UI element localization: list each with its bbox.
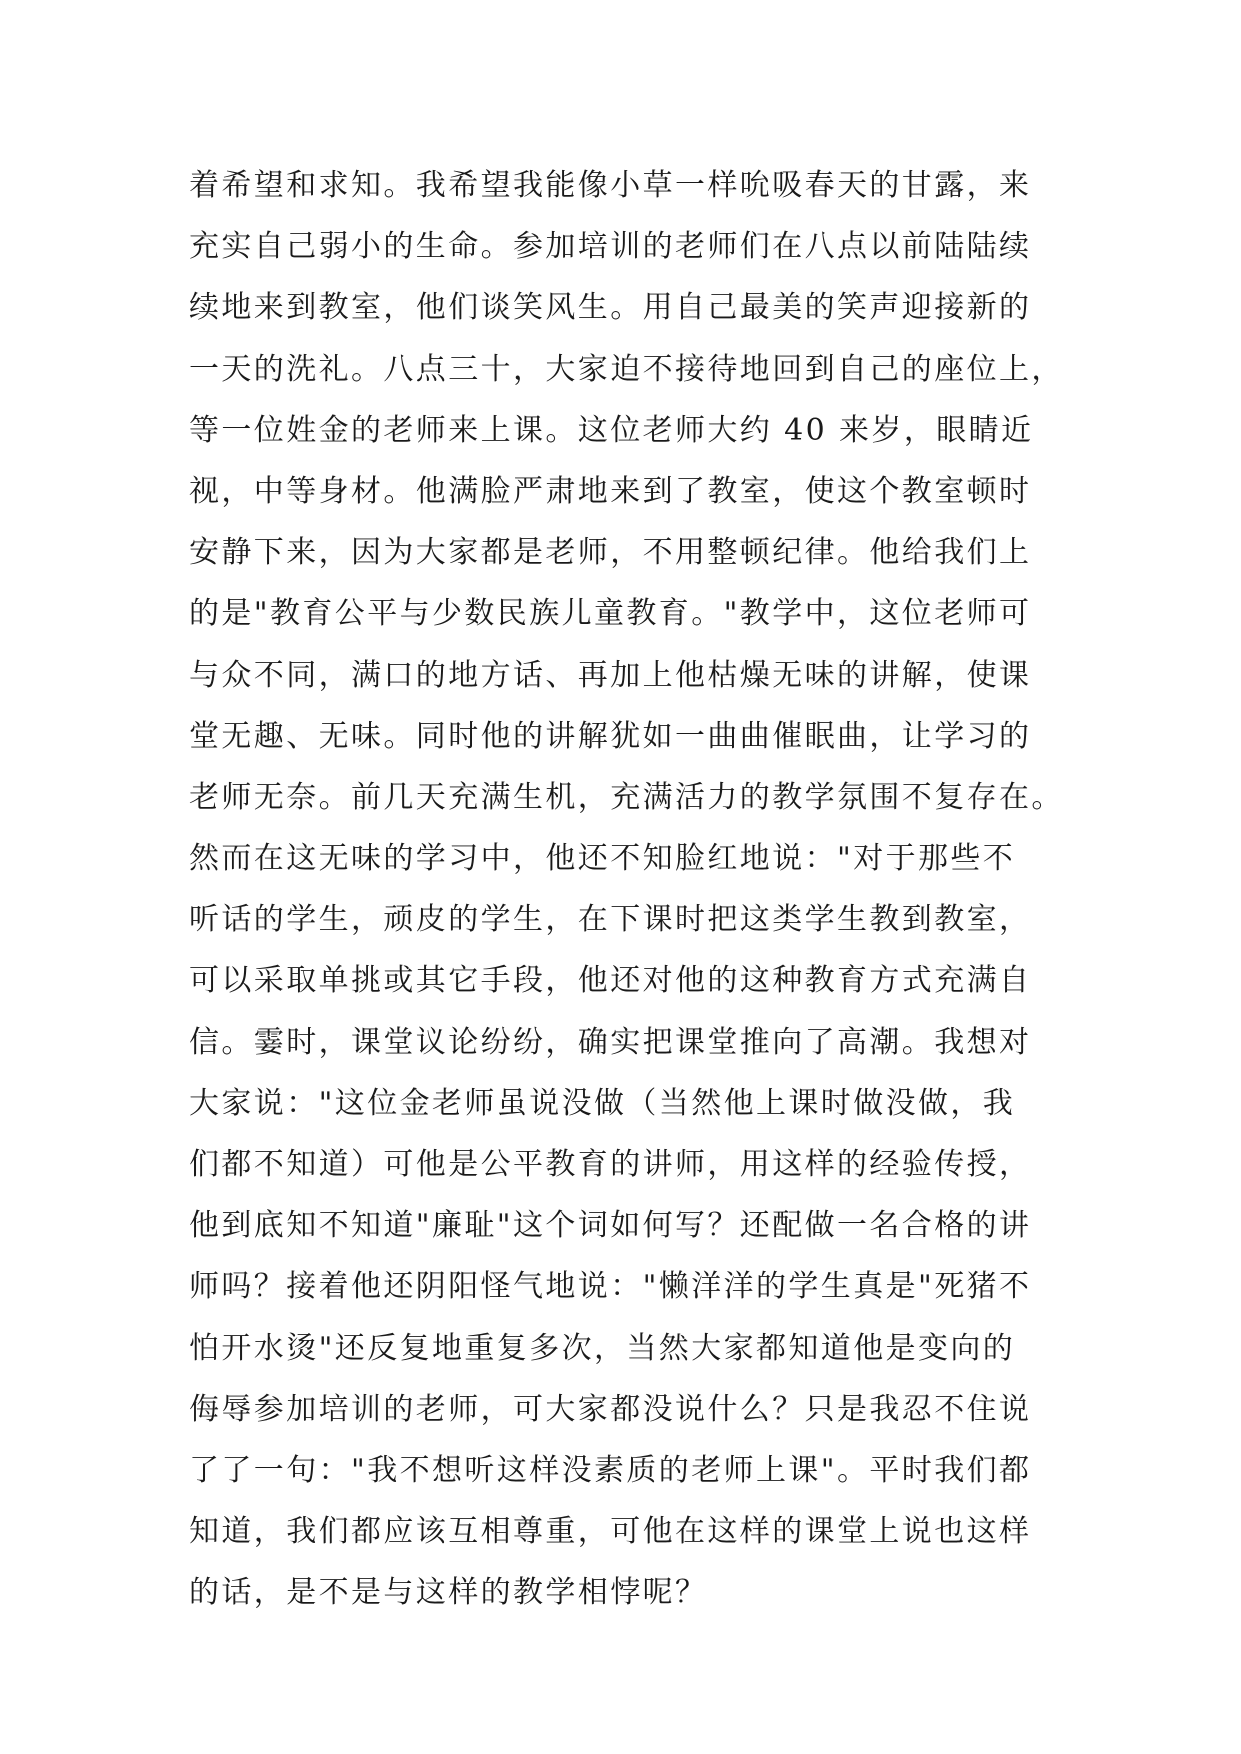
- text-line: 然而在这无味的学习中，他还不知脸红地说："对于那些不: [189, 841, 1016, 877]
- text-line: 视，中等身材。他满脸严肃地来到了教室，使这个教室顿时: [189, 473, 1032, 509]
- text-line: 们都不知道）可他是公平教育的讲师，用这样的经验传授，: [189, 1147, 1032, 1182]
- text-line: 着希望和求知。我希望我能像小草一样吮吸春天的甘露，来: [189, 168, 1032, 203]
- text-line: 等一位姓金的老师来上课。这位老师大约 40 来岁，眼睛近: [189, 412, 1034, 448]
- text-line: 可以采取单挑或其它手段，他还对他的这种教育方式充满自: [189, 963, 1032, 999]
- text-line: 知道，我们都应该互相尊重，可他在这样的课堂上说也这样: [189, 1514, 1032, 1550]
- text-line: 安静下来，因为大家都是老师，不用整顿纪律。他给我们上: [189, 535, 1032, 571]
- text-line: 听话的学生，顽皮的学生，在下课时把这类学生教到教室，: [189, 902, 1032, 938]
- text-line: 怕开水烫"还反复地重复多次，当然大家都知道他是变向的: [189, 1330, 1016, 1366]
- text-line: 堂无趣、无味。同时他的讲解犹如一曲曲催眠曲，让学习的: [189, 718, 1032, 754]
- body-text: [189, 155, 1069, 1624]
- text-line: 老师无奈。前几天充满生机，充满活力的教学氛围不复存在。: [189, 779, 1064, 815]
- text-line: 侮辱参加培训的老师，可大家都没说什么？只是我忍不住说: [189, 1391, 1032, 1427]
- text-line: 与众不同，满口的地方话、再加上他枯燥无味的讲解，使课: [189, 657, 1032, 693]
- text-line: 他到底知不知道"廉耻"这个词如何写？还配做一名合格的讲: [189, 1208, 1032, 1244]
- text-line: 一天的洗礼。八点三十，大家迫不接待地回到自己的座位上，: [189, 351, 1064, 387]
- text-line: 充实自己弱小的生命。参加培训的老师们在八点以前陆陆续: [189, 229, 1032, 265]
- text-line: 师吗？接着他还阴阳怪气地说："懒洋洋的学生真是"死猪不: [189, 1269, 1032, 1305]
- text-line: 的话，是不是与这样的教学相悖呢？: [189, 1575, 708, 1611]
- text-line: 续地来到教室，他们谈笑风生。用自己最美的笑声迎接新的: [189, 290, 1032, 326]
- text-line: 信。霎时，课堂议论纷纷，确实把课堂推向了高潮。我想对: [189, 1024, 1032, 1060]
- text-line: 大家说："这位金老师虽说没做（当然他上课时做没做，我: [189, 1085, 1016, 1121]
- text-line: 了了一句："我不想听这样没素质的老师上课"。平时我们都: [189, 1452, 1032, 1488]
- text-line: 的是"教育公平与少数民族儿童教育。"教学中，这位老师可: [189, 596, 1032, 632]
